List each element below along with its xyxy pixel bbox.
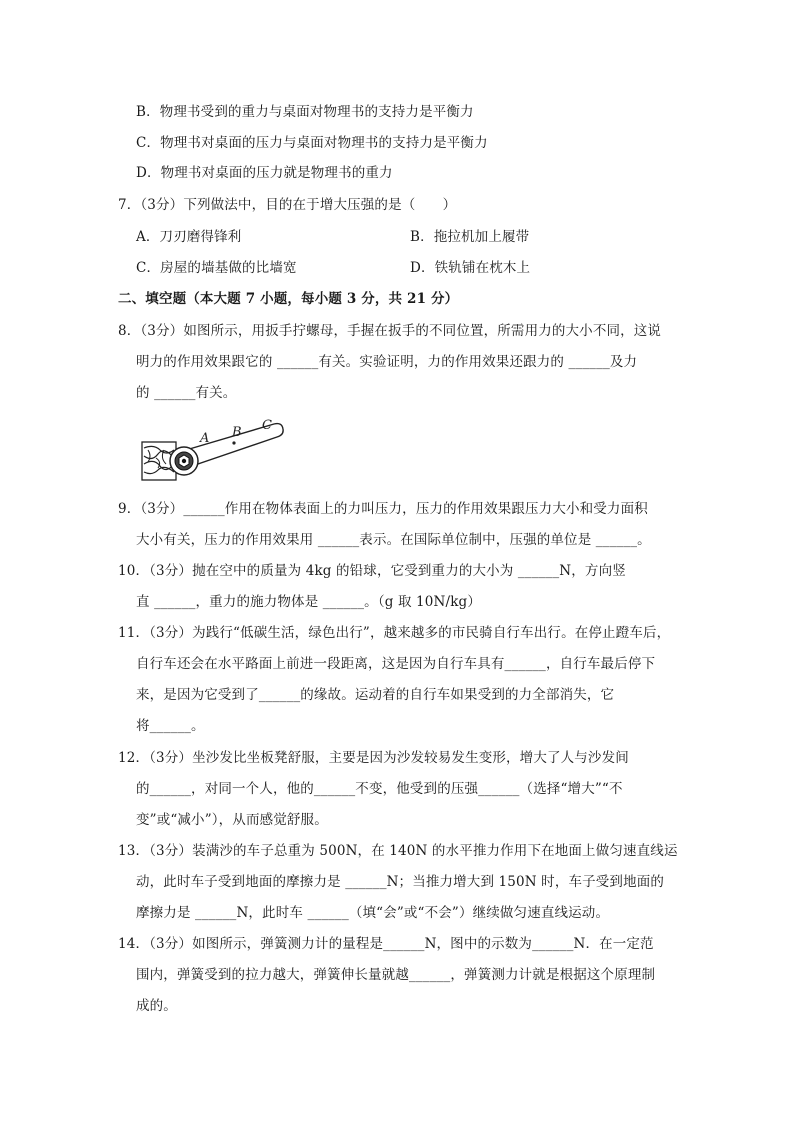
section-heading: 二、填空题（本大题 7 小题，每小题 3 分，共 21 分） <box>118 291 459 307</box>
q7-option-c: C．房屋的墙基做的比墙宽 <box>136 260 297 276</box>
q6-option-d: D．物理书对桌面的压力就是物理书的重力 <box>136 165 393 181</box>
q13-line-3: 摩擦力是 ______N，此时车 ______（填“会”或“不会”）继续做匀速直线运动。 <box>136 905 610 921</box>
q14-line-3: 成的。 <box>136 998 177 1014</box>
q6-option-b: B．物理书受到的重力与桌面对物理书的支持力是平衡力 <box>136 104 474 120</box>
point-label-a: A <box>200 431 210 446</box>
q6-option-c: C．物理书对桌面的压力与桌面对物理书的支持力是平衡力 <box>136 135 488 151</box>
q9-line-2: 大小有关，压力的作用效果用 ______表示。在国际单位制中，压强的单位是 ______。 <box>136 532 651 548</box>
q7-option-b: B．拖拉机加上履带 <box>410 229 530 245</box>
q11-line-4: 将______。 <box>136 718 205 734</box>
q12-line-3: 变”或“减小”），从而感觉舒服。 <box>136 812 328 828</box>
q8-line-2: 明力的作用效果跟它的 ______有关。实验证明，力的作用效果还跟力的 ______及力 <box>136 354 638 370</box>
wrench-figure <box>140 414 286 486</box>
q10-line-1: 10．（3分）抛在空中的质量为 4kg 的铅球，它受到重力的大小为 ______N，方向竖 <box>118 563 626 579</box>
q11-line-1: 11．（3分）为践行“低碳生活，绿色出行”，越来越多的市民骑自行车出行。在停止蹬车后， <box>118 625 671 641</box>
q14-line-2: 围内，弹簧受到的拉力越大，弹簧伸长量就越______，弹簧测力计就是根据这个原理制 <box>136 967 656 983</box>
point-label-c: C <box>262 418 272 433</box>
q10-line-2: 直 ______，重力的施力物体是 ______。（g 取 10N/kg） <box>136 594 481 610</box>
q7-stem: 7．（3分）下列做法中，目的在于增大压强的是（ ） <box>118 197 457 213</box>
q12-line-1: 12．（3分）坐沙发比坐板凳舒服，主要是因为沙发较易发生变形，增大了人与沙发间 <box>118 750 629 766</box>
q8-line-1: 8．（3分）如图所示，用扳手拧螺母，手握在扳手的不同位置，所需用力的大小不同，这说 <box>118 323 662 339</box>
q14-line-1: 14．（3分）如图所示，弹簧测力计的量程是______N，图中的示数为______N．在一定范 <box>118 936 654 952</box>
wrench-head <box>170 447 198 475</box>
q11-line-2: 自行车还会在水平路面上前进一段距离，这是因为自行车具有______，自行车最后停下 <box>136 656 656 672</box>
q13-line-2: 动，此时车子受到地面的摩擦力是 ______N；当推力增大到 150N 时，车子受到地面的 <box>136 874 665 890</box>
q11-line-3: 来，是因为它受到了______的缘故。运动着的自行车如果受到的力全部消失，它 <box>136 687 615 703</box>
q8-line-3: 的 ______有关。 <box>136 385 237 401</box>
q9-line-1: 9．（3分）______作用在物体表面上的力叫压力，压力的作用效果跟压力大小和受力面积 <box>118 501 648 517</box>
q13-line-1: 13．（3分）装满沙的车子总重为 500N，在 140N 的水平推力作用下在地面上做匀速直线运 <box>118 843 678 859</box>
point-label-b: B <box>232 425 242 440</box>
q7-option-a: A．刀刃磨得锋利 <box>136 229 242 245</box>
q7-option-d: D．铁轨铺在枕木上 <box>410 260 531 276</box>
q12-line-2: 的______，对同一个人，他的______不变，他受到的压强______（选择“增大”“不 <box>136 781 623 797</box>
